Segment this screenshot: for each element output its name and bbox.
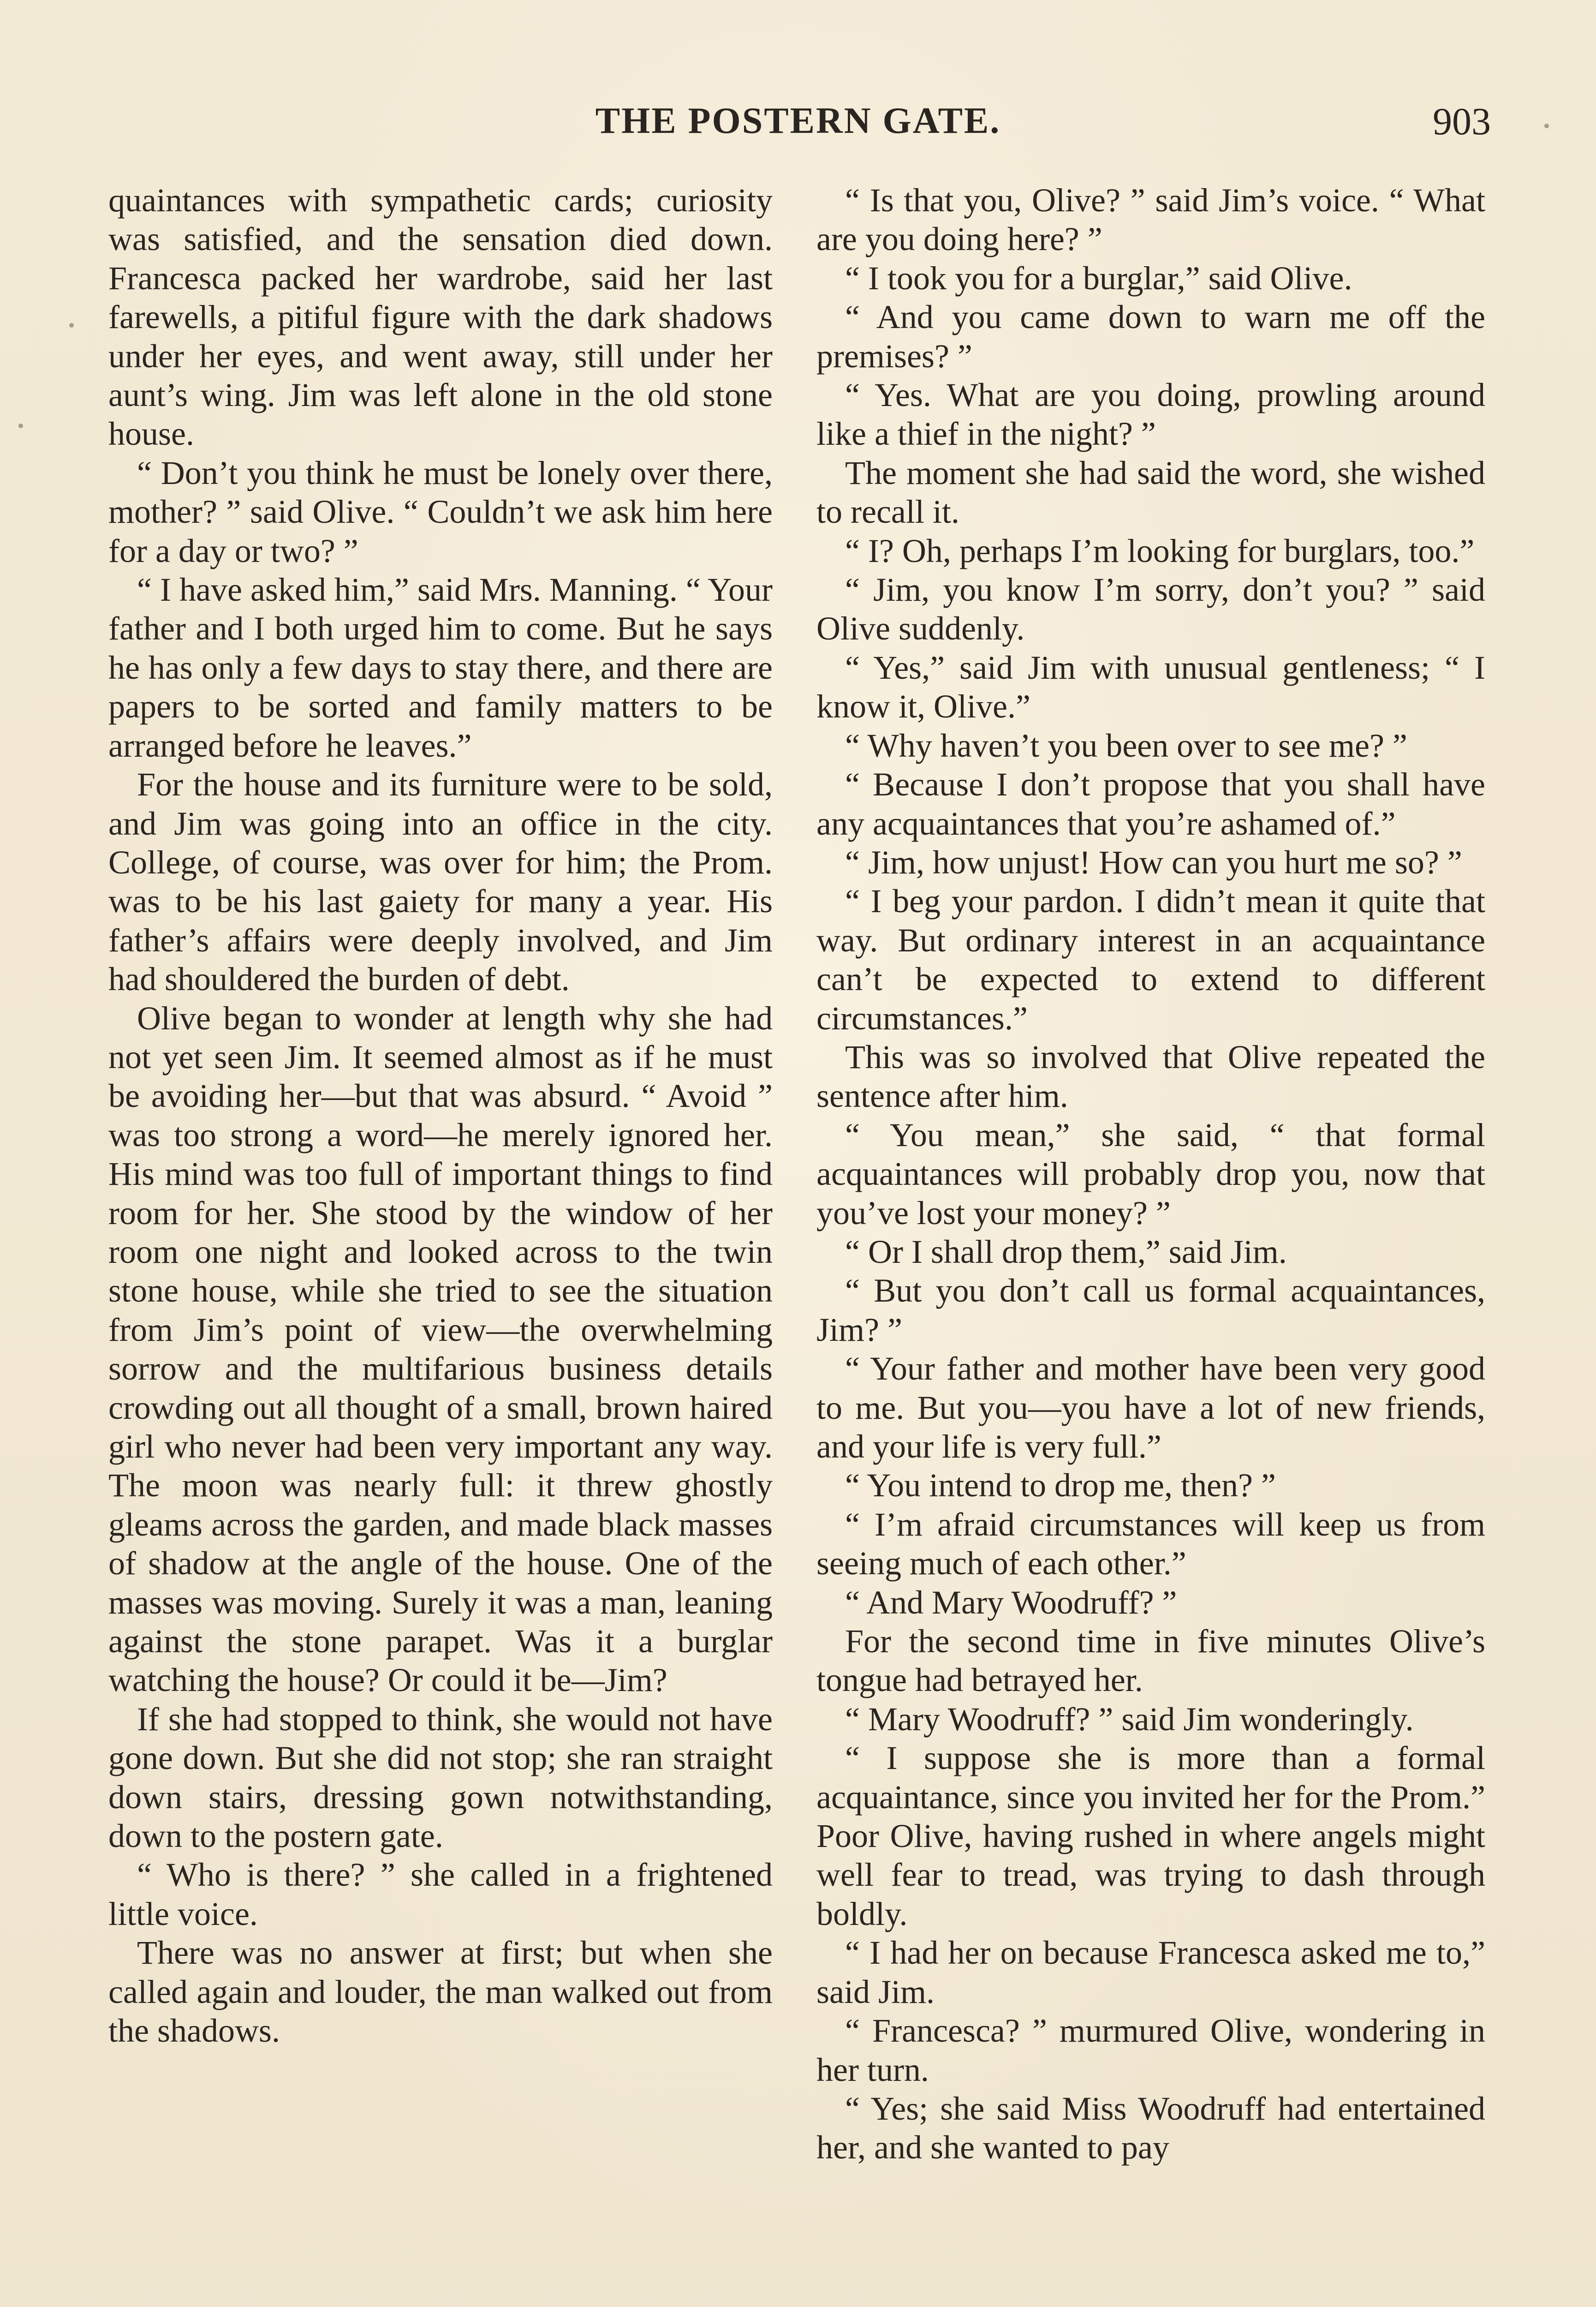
paragraph: “ I? Oh, perhaps I’m looking for burglars, too.” [845, 532, 1475, 569]
paragraph: quaintances with sympathetic cards; curiosity was satisfied, and the sensation died down. Francesca packed her wardrobe, said her last farewells, a pitiful figure with the dark shadows under her eyes, and went away, still under her aunt’s wing. Jim was left alone in the old stone house. [108, 182, 773, 453]
paragraph: “ Jim, how unjust! How can you hurt me so? ” [845, 843, 1462, 881]
paragraph: There was no answer at first; but when she called again and louder, the man walked out from the shadows. [108, 1934, 773, 2050]
paragraph: If she had stopped to think, she would not have gone down. But she did not stop; she ran straight down stairs, dressing gown notwithstanding, down to the postern gate. [108, 1700, 773, 1855]
paragraph: For the house and its furniture were to be sold, and Jim was going into an office in the city. College, of course, was over for him; the Prom. was to be his last gaiety for many a year. His father’s affairs were deeply involved, and Jim had shouldered the burden of debt. [108, 766, 773, 998]
paragraph: “ Francesca? ” murmured Olive, wondering in her turn. [816, 2012, 1485, 2088]
paragraph: Olive began to wonder at length why she had not yet seen Jim. It seemed almost as if he must be avoiding her—but that was absurd. “ Avoid ” was too strong a word—he merely ignored her. His mind was too full of important things to find room for her. She stood by the window of her room one night and looked across to the twin stone house, while she tried to see the situation from Jim’s point of view—the overwhelming sorrow and the multifarious business details crowding out all thought of a small, brown haired girl who never had been very important any way. The moon was nearly full: it threw ghostly gleams across the garden, and made black masses of shadow at the angle of the house. One of the masses was moving. Surely it was a man, leaning against the stone parapet. Was it a burglar watching the house? Or could it be—Jim? [108, 999, 773, 1699]
paragraph: “ Is that you, Olive? ” said Jim’s voice. “ What are you doing here? ” [816, 182, 1485, 258]
paragraph: “ Who is there? ” she called in a frightened little voice. [108, 1856, 773, 1932]
paper-speck [69, 323, 74, 328]
paragraph: “ And you came down to warn me off the premises? ” [816, 299, 1485, 375]
paragraph: “ I beg your pardon. I didn’t mean it quite that way. But ordinary interest in an acquaintance can’t be expected to extend to different circumstances.” [816, 883, 1485, 1037]
paragraph: This was so involved that Olive repeated the sentence after him. [816, 1038, 1485, 1115]
paragraph: “ I suppose she is more than a formal acquaintance, since you invited her for the Prom.” Poor Olive, having rushed in where angels might well fear to tread, was trying to dash through boldly. [816, 1739, 1485, 1932]
paragraph: “ Yes; she said Miss Woodruff had entertained her, and she wanted to pay [816, 2090, 1485, 2166]
paragraph: “ Why haven’t you been over to see me? ” [845, 727, 1407, 764]
paragraph: “ And Mary Woodruff? ” [845, 1584, 1177, 1621]
paper-speck [18, 424, 23, 428]
paragraph: “ I had her on because Francesca asked me to,” said Jim. [816, 1934, 1485, 2010]
running-title: THE POSTERN GATE. [595, 101, 1001, 141]
paragraph: The moment she had said the word, she wished to recall it. [816, 454, 1485, 531]
page-number: 903 [1433, 100, 1491, 143]
paragraph: “ Don’t you think he must be lonely over there, mother? ” said Olive. “ Couldn’t we ask him here for a day or two? ” [108, 454, 773, 569]
paragraph: “ Because I don’t propose that you shall have any acquaintances that you’re ashamed of.” [816, 766, 1485, 842]
paragraph: “ Yes,” said Jim with unusual gentleness; “ I know it, Olive.” [816, 649, 1485, 725]
paragraph: For the second time in five minutes Olive’s tongue had betrayed her. [816, 1623, 1485, 1699]
left-text-column [108, 181, 773, 2050]
paragraph: “ But you don’t call us formal acquaintances, Jim? ” [816, 1272, 1485, 1348]
paper-speck [1544, 124, 1549, 128]
paragraph: “ I took you for a burglar,” said Olive. [845, 259, 1352, 297]
paragraph: “ I’m afraid circumstances will keep us from seeing much of each other.” [816, 1506, 1485, 1582]
paragraph: “ I have asked him,” said Mrs. Manning. “ Your father and I both urged him to come. But he says he has only a few days to stay there, and there are papers to be sorted and family matters to be arranged before he leaves.” [108, 571, 773, 764]
paragraph: “ Jim, you know I’m sorry, don’t you? ” said Olive suddenly. [816, 571, 1485, 647]
paragraph: “ Or I shall drop them,” said Jim. [845, 1233, 1287, 1270]
paragraph: “ You intend to drop me, then? ” [845, 1467, 1276, 1504]
right-text-column [816, 181, 1485, 2167]
paragraph: “ Mary Woodruff? ” said Jim wonderingly. [845, 1700, 1414, 1738]
paragraph: “ Yes. What are you doing, prowling around like a thief in the night? ” [816, 377, 1485, 453]
paragraph: “ You mean,” she said, “ that formal acquaintances will probably drop you, now that you’ve lost your money? ” [816, 1116, 1485, 1231]
paragraph: “ Your father and mother have been very good to me. But you—you have a lot of new friends, and your life is very full.” [816, 1350, 1485, 1465]
